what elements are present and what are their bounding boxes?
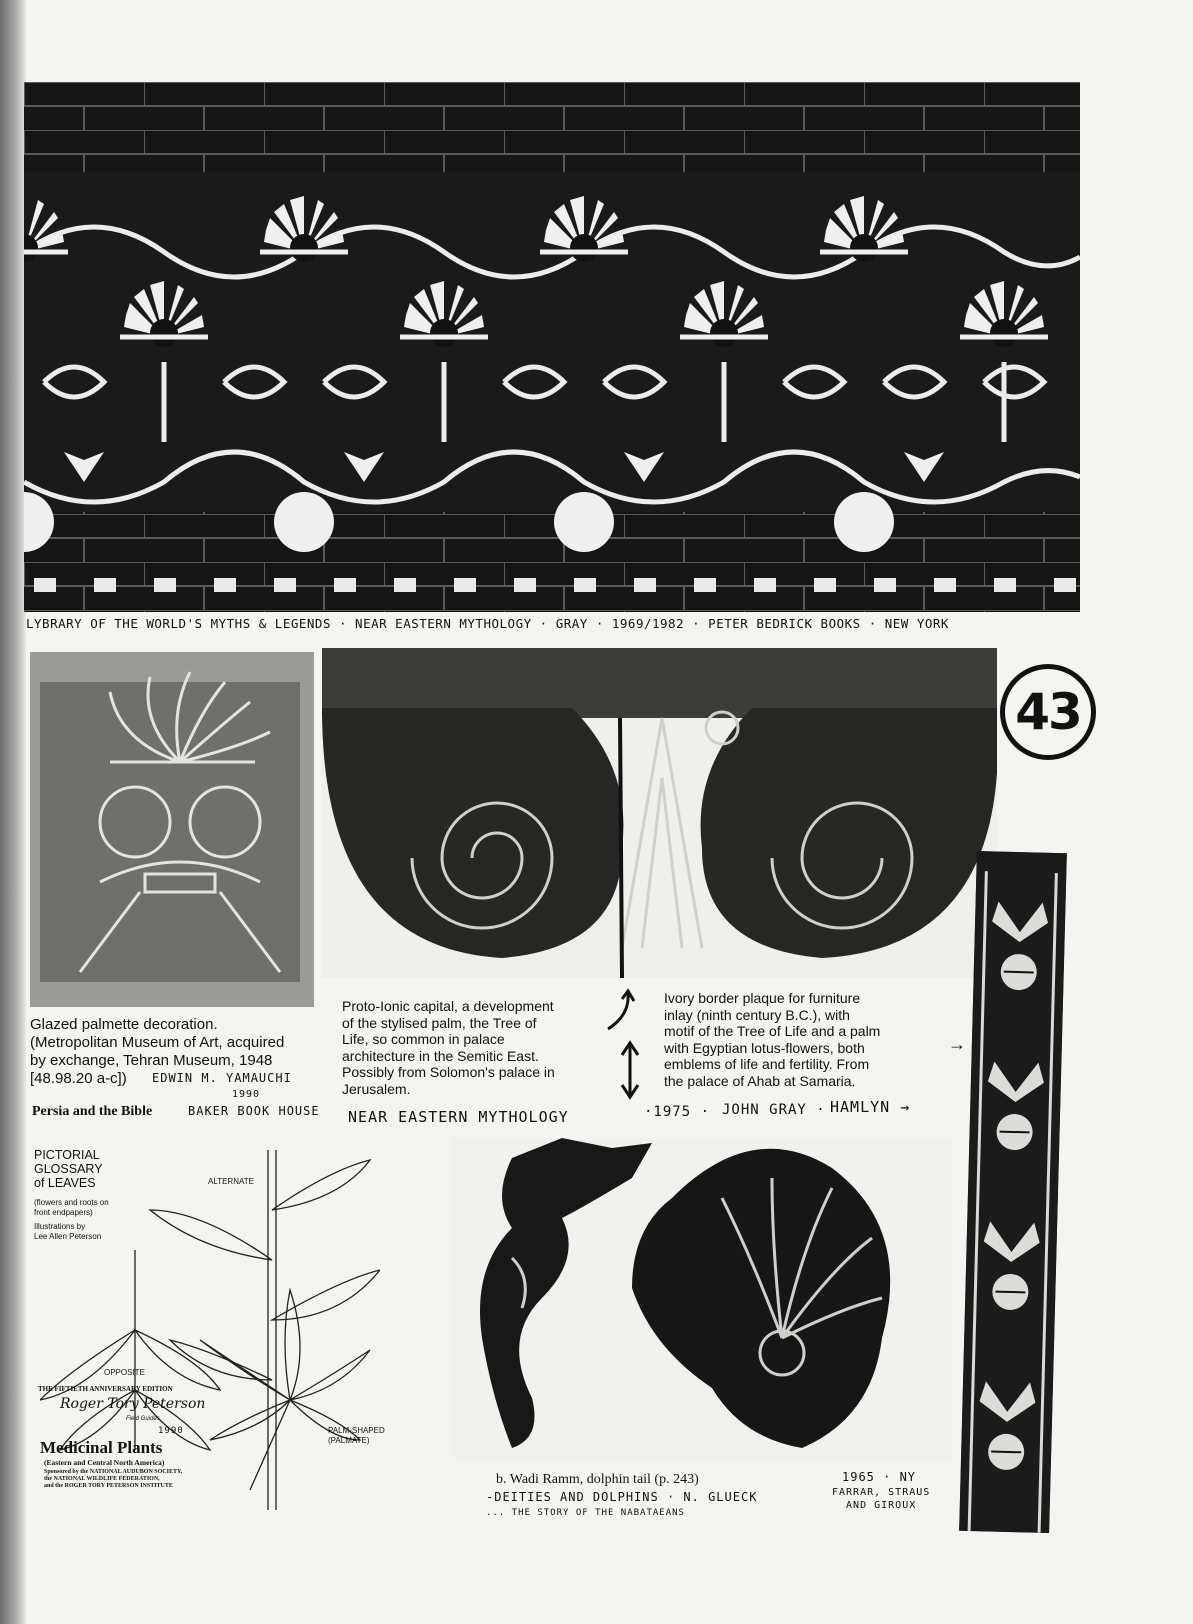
label-alternate: ALTERNATE (208, 1177, 254, 1186)
leaves-heading: PICTORIAL GLOSSARY of LEAVES (34, 1148, 103, 1190)
glazed-palmette-photo (30, 652, 314, 1007)
dolphin-tail-illustration (452, 1138, 952, 1458)
leaves-illustrator: Illustrations by Lee Allen Peterson (34, 1222, 102, 1241)
leaves-book-title: Medicinal Plants (40, 1438, 163, 1457)
proto-arrows (600, 985, 660, 1105)
frieze-photo (24, 82, 1080, 612)
leaves-book-subtitle: (Eastern and Central North America) (44, 1458, 165, 1467)
glazed-year: 1990 (232, 1089, 261, 1100)
frieze-credit: LYBRARY OF THE WORLD'S MYTHS & LEGENDS · NEAR EASTERN MYTHOLOGY · GRAY · 1969/1982 · PETER BEDRICK BOOKS · NEW YORK (26, 616, 949, 631)
glazed-author: EDWIN M. YAMAUCHI (152, 1071, 292, 1085)
proto-ionic-caption: Proto-Ionic capital, a development of the stylised palm, the Tree of Life, so common in palace architecture in the Semitic East. Possibly from Solomon's palace in Jerusalem. (342, 998, 555, 1097)
ivory-arrow: → (948, 1034, 966, 1054)
ivory-plaque-illustration (959, 851, 1067, 1533)
leaves-edition: THE FIFTIETH ANNIVERSARY EDITION (38, 1385, 173, 1393)
mythology-credit-author: JOHN GRAY · (722, 1102, 826, 1118)
farrar-year: 1965 · NY (842, 1470, 917, 1484)
dolphin-tail-photo (452, 1138, 952, 1458)
ivory-caption: Ivory border plaque for furniture inlay (ninth century B.C.), with motif of the Tree of Life and a palm with Egyptian lotus-flowers, both emblems of life and fertility. From the palace of Ahab at Samaria. (664, 990, 881, 1089)
leaves-note: (flowers and roots on front endpapers) (34, 1198, 109, 1217)
proto-ionic-capital-illustration (322, 648, 997, 978)
glazed-book-title: Persia and the Bible (32, 1104, 153, 1119)
dolphin-credit-1: -DEITIES AND DOLPHINS · N. GLUECK (486, 1490, 758, 1504)
label-palm: PALM-SHAPED (PALMATE) (328, 1426, 385, 1445)
mythology-credit-publisher: HAMLYN → (830, 1098, 911, 1116)
mythology-credit-title: NEAR EASTERN MYTHOLOGY (348, 1108, 569, 1126)
dolphin-credit-2: ... THE STORY OF THE NABATAEANS (486, 1508, 685, 1518)
glazed-palmette-illustration (30, 652, 314, 1007)
dolphin-caption: b. Wadi Ramm, dolphin tail (p. 243) (496, 1472, 699, 1487)
proto-ionic-capital-photo (322, 648, 997, 978)
palmette-frieze-illustration (24, 82, 1080, 612)
leaves-sponsor: Sponsored by the NATIONAL AUDUBON SOCIETY, the NATIONAL WILDLIFE FEDERATION, and the ROGER TORY PETERSON INSTITUTE (44, 1469, 183, 1489)
mythology-credit-year: ·1975 · (644, 1104, 711, 1120)
page-number: 43 (1015, 683, 1081, 741)
glazed-publisher: BAKER BOOK HOUSE (188, 1104, 320, 1118)
leaves-signature: Roger Tory Peterson (60, 1396, 206, 1412)
label-opposite: OPPOSITE (104, 1368, 145, 1377)
leaves-field-guide: Field Guides (126, 1416, 160, 1422)
ivory-plaque-photo (959, 851, 1067, 1533)
glazed-caption: Glazed palmette decoration. (Metropolitan Museum of Art, acquired by exchange, Tehran Museum, 1948 [48.98.20 a-c]) (30, 1016, 285, 1087)
book-binding-shadow (0, 0, 26, 1624)
farrar-publisher: FARRAR, STRAUS AND GIROUX (832, 1487, 931, 1511)
page-number-badge (1000, 664, 1096, 760)
leaves-year: 1990 (158, 1426, 184, 1436)
